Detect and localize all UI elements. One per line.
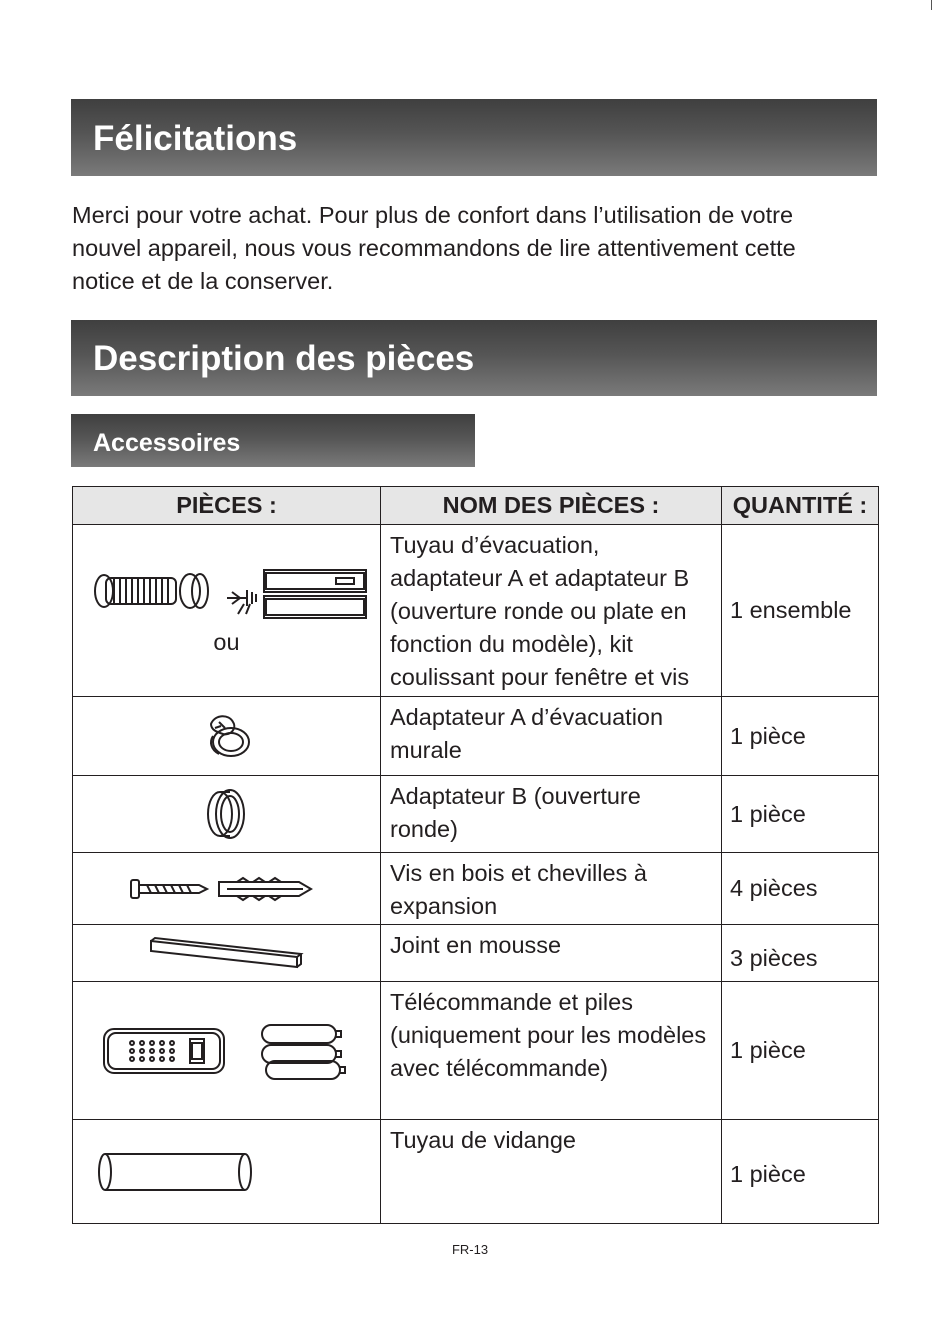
header-pieces: PIÈCES : <box>73 487 381 525</box>
table-row <box>73 525 879 697</box>
part-name: Tuyau d’évacuation, adaptateur A et adaptateur B (ouverture ronde ou plate en fonction du modèle), kit coulissant pour fenêtre et vis <box>381 525 722 697</box>
table-row <box>73 925 879 982</box>
part-quantity: 3 pièces <box>722 925 879 982</box>
part-quantity: 1 ensemble <box>722 525 879 697</box>
page-number: FR-13 <box>451 1242 489 1257</box>
table-row <box>73 776 879 853</box>
intro-paragraph: Merci pour votre achat. Pour plus de confort dans l’utilisation de votre nouvel appareil, nous vous recommandons de lire attentivement cette notice et de la conserver. <box>72 202 796 294</box>
screw-and-anchor-icon <box>127 872 327 906</box>
part-name: Vis en bois et chevilles à expansion <box>381 853 722 925</box>
part-image-cell <box>73 697 381 776</box>
part-image-cell <box>73 925 381 982</box>
part-image-cell <box>73 982 381 1120</box>
part-image-cell <box>73 525 381 697</box>
part-name: Télécommande et piles (uniquement pour les modèles avec télécommande) <box>381 982 722 1120</box>
part-name: Tuyau de vidange <box>381 1120 722 1224</box>
table-header-row <box>73 487 879 525</box>
part-name: Adaptateur B (ouverture ronde) <box>381 776 722 853</box>
header-nom-des-pieces: NOM DES PIÈCES : <box>381 487 722 525</box>
part-quantity: 4 pièces <box>722 853 879 925</box>
part-image-cell <box>73 853 381 925</box>
part-quantity: 1 pièce <box>722 1120 879 1224</box>
part-quantity: 1 pièce <box>722 982 879 1120</box>
part-quantity: 1 pièce <box>722 776 879 853</box>
part-image-cell <box>73 776 381 853</box>
part-quantity: 1 pièce <box>722 697 879 776</box>
alternative-word: ou <box>213 629 240 655</box>
part-name: Joint en mousse <box>381 925 722 982</box>
crop-mark <box>931 0 932 10</box>
remote-and-batteries-icon <box>102 1021 352 1081</box>
drain-hose-icon <box>97 1150 257 1194</box>
parts-table <box>72 486 879 1224</box>
table-row <box>73 697 879 776</box>
header-quantite: QUANTITÉ : <box>722 487 879 525</box>
exhaust-hose-kit-icon <box>82 556 372 626</box>
table-row <box>73 853 879 925</box>
part-name: Adaptateur A d’évacuation murale <box>381 697 722 776</box>
foam-seal-strip-icon <box>147 935 307 971</box>
subsection-title-accessoires: Accessoires <box>71 414 475 467</box>
table-row <box>73 982 879 1120</box>
wall-exhaust-adapter-icon <box>197 706 257 766</box>
section-title-felicitations: Félicitations <box>71 99 877 176</box>
section-title-description: Description des pièces <box>71 320 877 396</box>
table-row <box>73 1120 879 1224</box>
part-image-cell <box>73 1120 381 1224</box>
round-adapter-ring-icon <box>202 786 252 842</box>
